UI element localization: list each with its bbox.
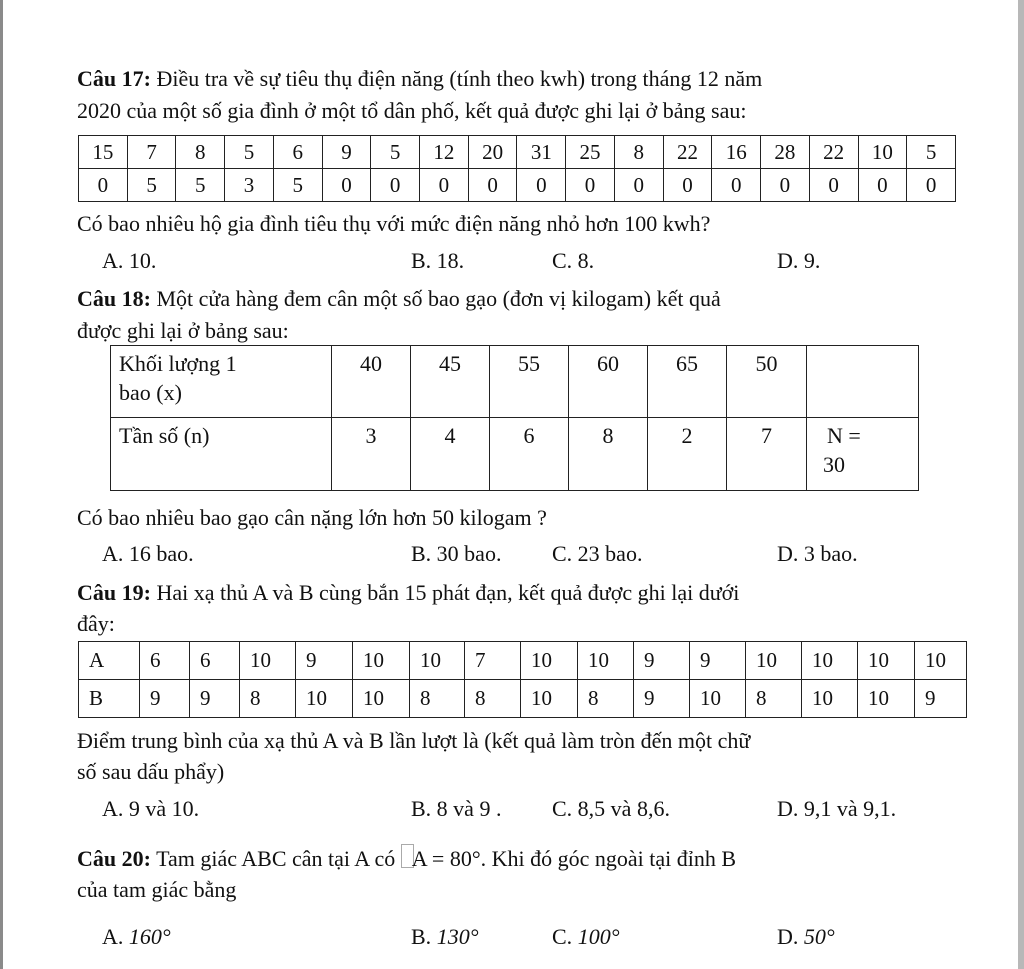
q20-stem-text-part1: Tam giác ABC cân tại A có [156, 846, 396, 871]
table-cell: 0 [858, 169, 907, 202]
table-cell: 0 [712, 169, 761, 202]
table-cell: 28 [761, 136, 810, 169]
q18-option-a[interactable]: A. 16 bao. [102, 541, 194, 566]
q17-data-table [78, 135, 956, 202]
table-cell: 10 [410, 642, 465, 680]
q18-question: Có bao nhiêu bao gạo cân nặng lớn hơn 50 kilogam ? [77, 505, 547, 530]
table-cell: 10 [858, 680, 915, 718]
q17-stem-line1 [77, 66, 762, 91]
table-cell: 9 [322, 136, 371, 169]
q19-table-row-a [79, 642, 967, 680]
q17-option-b[interactable]: B. 18. [411, 248, 465, 273]
table-cell: 0 [322, 169, 371, 202]
q18-stem-line2: được ghi lại ở bảng sau: [77, 318, 289, 343]
table-cell: 8 [410, 680, 465, 718]
table-cell: 0 [420, 169, 469, 202]
table-cell: 22 [663, 136, 712, 169]
q20-option-c[interactable]: C. 100° [552, 924, 620, 949]
table-cell: 7 [727, 418, 807, 491]
q17-table-row2 [79, 169, 956, 202]
table-cell: 10 [240, 642, 296, 680]
table-cell: 22 [809, 136, 858, 169]
table-cell: 10 [802, 680, 858, 718]
table-cell: 9 [634, 642, 690, 680]
table-cell: 5 [127, 169, 176, 202]
table-cell: 8 [614, 136, 663, 169]
table-cell: 9 [634, 680, 690, 718]
table-cell: 31 [517, 136, 566, 169]
table-cell: 10 [802, 642, 858, 680]
table-cell: 9 [296, 642, 353, 680]
table-cell: 5 [907, 136, 956, 169]
q19-option-b[interactable]: B. 8 và 9 . [411, 796, 502, 821]
table-cell: 0 [809, 169, 858, 202]
table-cell: 3 [332, 418, 411, 491]
q19-label: Câu 19: [77, 580, 151, 605]
table-cell: 20 [468, 136, 517, 169]
q17-stem-line2: 2020 của một số gia đình ở một tổ dân phố, kết quả được ghi lại ở bảng sau: [77, 98, 747, 123]
q18-stem-text: Một cửa hàng đem cân một số bao gạo (đơn vị kilogam) kết quả [156, 286, 721, 311]
q20-stem-text-part2: . Khi đó góc ngoài tại đỉnh B [480, 846, 737, 871]
q20-option-b[interactable]: B. 130° [411, 924, 479, 949]
q19-table-row-b [79, 680, 967, 718]
table-cell: 10 [296, 680, 353, 718]
q19-option-d[interactable]: D. 9,1 và 9,1. [777, 796, 897, 821]
table-cell: 6 [490, 418, 569, 491]
q19-stem-line2: đây: [77, 611, 115, 636]
page-right-edge [1018, 0, 1024, 969]
q18-n-value: 30 [823, 451, 845, 477]
table-cell: 10 [858, 642, 915, 680]
table-cell: 9 [190, 680, 240, 718]
q18-table-row-weight [111, 346, 919, 418]
table-cell: 15 [79, 136, 128, 169]
table-cell: 10 [353, 642, 410, 680]
table-cell: 0 [468, 169, 517, 202]
table-cell: 0 [517, 169, 566, 202]
q18-stem-line1 [77, 286, 721, 311]
table-cell: 12 [420, 136, 469, 169]
table-cell: 8 [240, 680, 296, 718]
table-cell: 10 [915, 642, 967, 680]
q19-data-table [78, 641, 967, 718]
q17-option-a[interactable]: A. 10. [102, 248, 157, 273]
table-cell: 8 [569, 418, 648, 491]
table-cell: 8 [746, 680, 802, 718]
q19-option-a[interactable]: A. 9 và 10. [102, 796, 200, 821]
table-cell: 6 [190, 642, 240, 680]
q20-option-b-value: 130° [436, 924, 479, 949]
table-cell: A [79, 642, 140, 680]
q20-stem-line1 [77, 844, 736, 871]
table-cell: 8 [176, 136, 225, 169]
table-cell: 0 [371, 169, 420, 202]
table-cell: 65 [648, 346, 727, 418]
table-cell: 5 [225, 136, 274, 169]
table-cell: 9 [915, 680, 967, 718]
q17-table-row1 [79, 136, 956, 169]
q18-label: Câu 18: [77, 286, 151, 311]
q18-weight-header-line1: Khối lượng 1 [119, 351, 237, 376]
q17-option-c[interactable]: C. 8. [552, 248, 595, 273]
table-cell: 8 [578, 680, 634, 718]
q19-option-c[interactable]: C. 8,5 và 8,6. [552, 796, 670, 821]
table-cell: 5 [273, 169, 322, 202]
table-cell: 6 [140, 642, 190, 680]
q19-stem-text: Hai xạ thủ A và B cùng bắn 15 phát đạn, kết quả được ghi lại dưới [156, 580, 740, 605]
table-cell: 0 [663, 169, 712, 202]
table-cell: 10 [521, 642, 578, 680]
table-cell: 3 [225, 169, 274, 202]
q18-weight-header [111, 346, 332, 418]
page-left-edge [0, 0, 3, 969]
table-cell: 7 [465, 642, 521, 680]
table-cell: 10 [746, 642, 802, 680]
q17-option-d[interactable]: D. 9. [777, 248, 821, 273]
q20-option-d[interactable]: D. 50° [777, 924, 835, 949]
table-cell: 0 [79, 169, 128, 202]
table-cell: 16 [712, 136, 761, 169]
table-cell: 7 [127, 136, 176, 169]
table-cell: 40 [332, 346, 411, 418]
table-cell: 0 [566, 169, 615, 202]
table-cell: 9 [140, 680, 190, 718]
table-cell: 5 [176, 169, 225, 202]
table-cell: 8 [465, 680, 521, 718]
q18-frequency-header: Tần số (n) [111, 418, 332, 491]
table-cell: 0 [907, 169, 956, 202]
q18-option-d[interactable]: D. 3 bao. [777, 541, 858, 566]
table-cell: 0 [614, 169, 663, 202]
q20-option-a[interactable]: A. 160° [102, 924, 171, 949]
table-cell: 10 [858, 136, 907, 169]
q19-question-line2: số sau dấu phẩy) [77, 759, 225, 784]
q19-stem-line1 [77, 580, 739, 605]
q17-question: Có bao nhiêu hộ gia đình tiêu thụ với mức điện năng nhỏ hơn 100 kwh? [77, 211, 711, 236]
table-cell: 50 [727, 346, 807, 418]
table-cell: 45 [411, 346, 490, 418]
q18-n-label: N = [827, 423, 861, 448]
table-cell: 60 [569, 346, 648, 418]
q20-stem-line2: của tam giác bằng [77, 877, 237, 902]
q18-table-row-frequency [111, 418, 919, 491]
table-cell: 5 [371, 136, 420, 169]
table-cell: 0 [761, 169, 810, 202]
q18-data-table [110, 345, 919, 491]
q20-option-a-value: 160° [128, 924, 171, 949]
table-cell: 55 [490, 346, 569, 418]
table-cell: 4 [411, 418, 490, 491]
table-cell: 10 [578, 642, 634, 680]
table-cell: B [79, 680, 140, 718]
q18-option-c[interactable]: C. 23 bao. [552, 541, 643, 566]
q18-weight-header-line2: bao (x) [119, 379, 182, 405]
table-cell: 2 [648, 418, 727, 491]
table-cell: 10 [521, 680, 578, 718]
q20-option-d-value: 50° [803, 924, 835, 949]
q20-label: Câu 20: [77, 846, 151, 871]
table-cell: 6 [273, 136, 322, 169]
q20-option-c-value: 100° [577, 924, 620, 949]
table-cell: 10 [353, 680, 410, 718]
q18-option-b[interactable]: B. 30 bao. [411, 541, 502, 566]
table-cell-empty [807, 346, 919, 418]
q17-stem-text: Điều tra về sự tiêu thụ điện năng (tính theo kwh) trong tháng 12 năm [156, 66, 763, 91]
q19-question-line1: Điểm trung bình của xạ thủ A và B lần lượt là (kết quả làm tròn đến một chữ [77, 728, 751, 753]
q20-angle-expression: A = 80° [401, 846, 481, 871]
q18-total-cell [807, 418, 919, 491]
table-cell: 25 [566, 136, 615, 169]
q17-label: Câu 17: [77, 66, 151, 91]
table-cell: 9 [690, 642, 746, 680]
table-cell: 10 [690, 680, 746, 718]
